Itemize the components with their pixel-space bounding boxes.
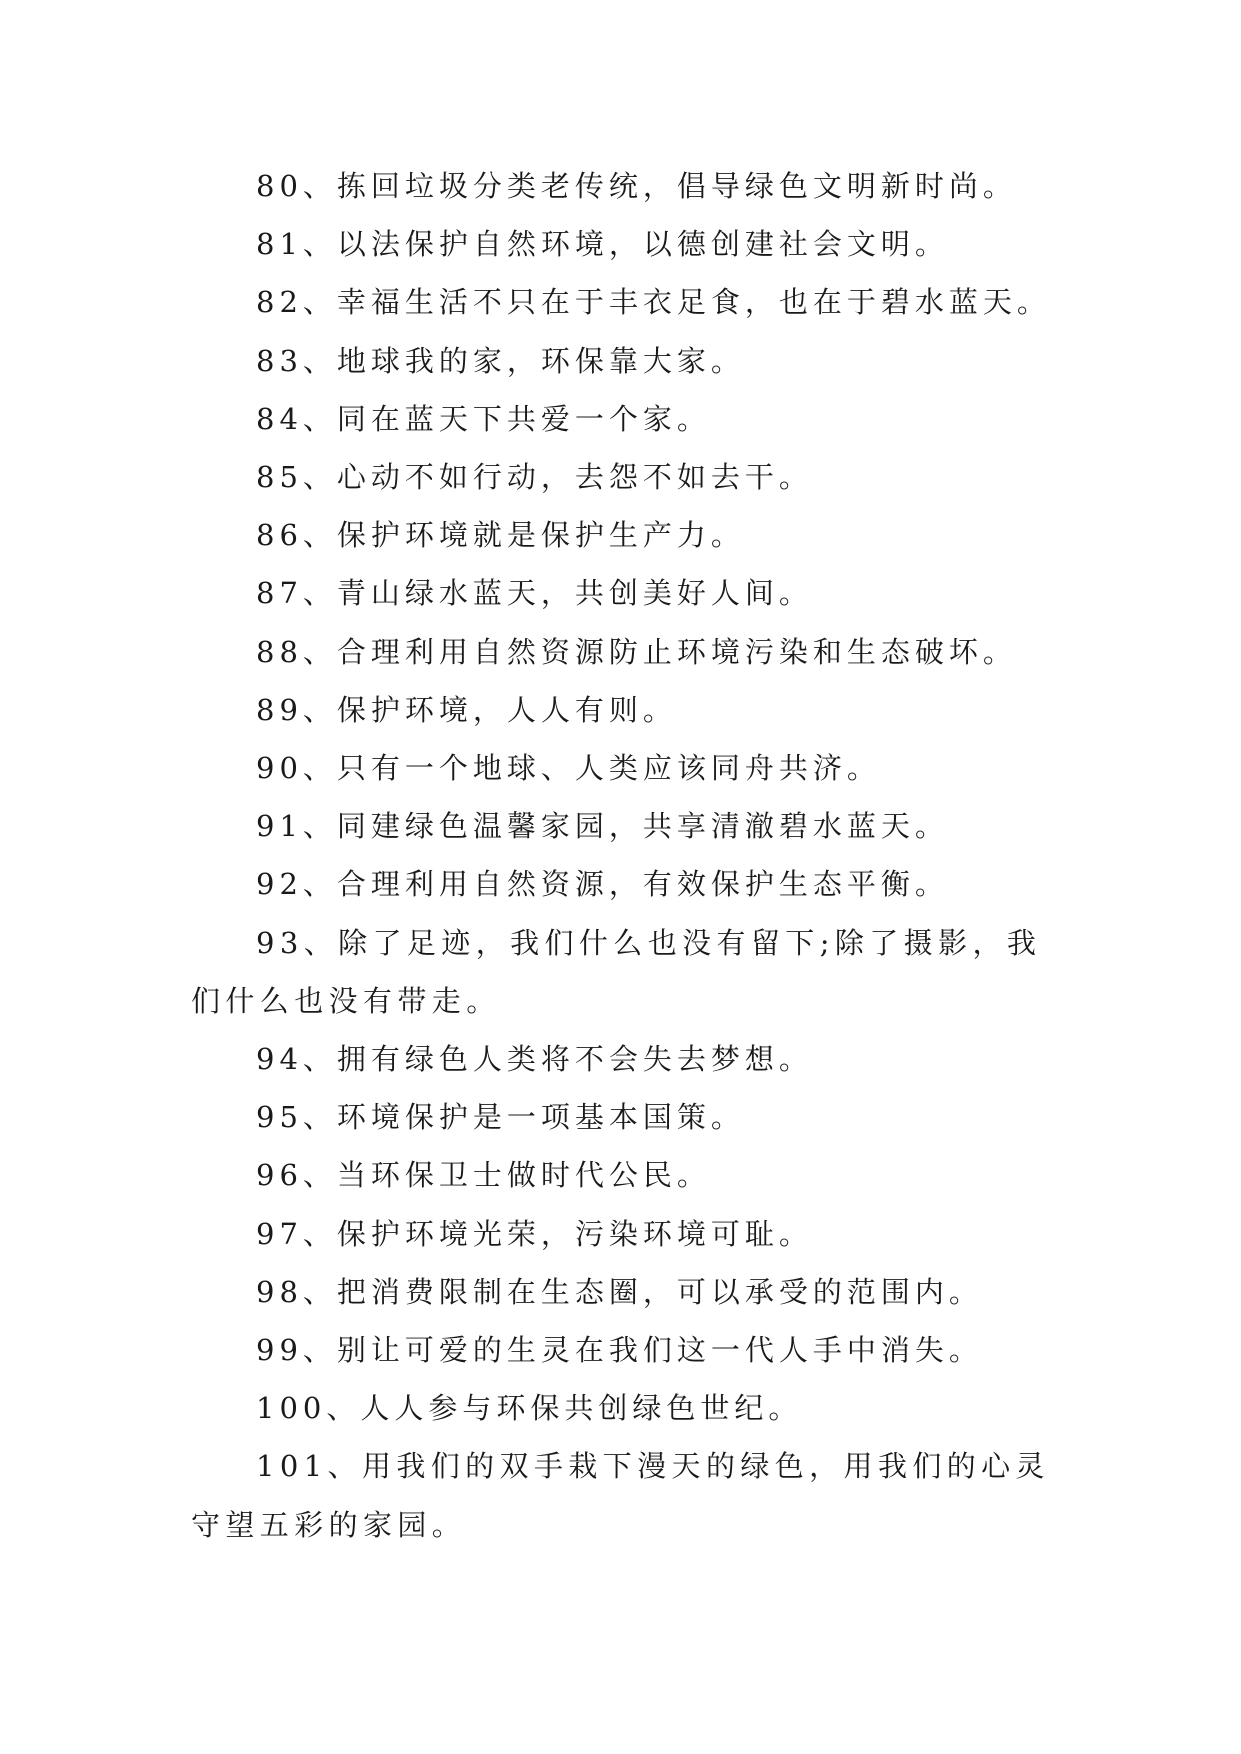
paragraph-85: 85、心动不如行动，去怨不如去干。: [256, 460, 813, 495]
document-body: [191, 157, 1051, 1554]
paragraph-82: 82、幸福生活不只在于丰衣足食，也在于碧水蓝天。: [256, 285, 1051, 320]
paragraph-94: 94、拥有绿色人类将不会失去梦想。: [256, 1042, 813, 1077]
paragraph-97: 97、保护环境光荣，污染环境可耻。: [256, 1216, 813, 1251]
paragraph-88: 88、合理利用自然资源防止环境污染和生态破坏。: [256, 634, 1017, 669]
paragraph-84: 84、同在蓝天下共爱一个家。: [256, 401, 711, 436]
paragraph-90: 90、只有一个地球、人类应该同舟共济。: [256, 751, 881, 786]
paragraph-100: 100、人人参与环保共创绿色世纪。: [256, 1391, 803, 1426]
paragraph-93: 93、除了足迹，我们什么也没有留下;除了摄影，我们什么也没有带走。: [191, 925, 1042, 1018]
paragraph-83: 83、地球我的家，环保靠大家。: [256, 343, 745, 378]
paragraph-99: 99、别让可爱的生灵在我们这一代人手中消失。: [256, 1333, 983, 1368]
paragraph-86: 86、保护环境就是保护生产力。: [256, 518, 745, 553]
paragraph-101: 101、用我们的双手栽下漫天的绿色，用我们的心灵守望五彩的家园。: [191, 1449, 1050, 1542]
paragraph-91: 91、同建绿色温馨家园，共享清澈碧水蓝天。: [256, 809, 949, 844]
paragraph-81: 81、以法保护自然环境，以德创建社会文明。: [256, 227, 949, 262]
paragraph-92: 92、合理利用自然资源，有效保护生态平衡。: [256, 867, 949, 902]
paragraph-96: 96、当环保卫士做时代公民。: [256, 1158, 711, 1193]
paragraph-98: 98、把消费限制在生态圈，可以承受的范围内。: [256, 1274, 983, 1309]
paragraph-80: 80、拣回垃圾分类老传统，倡导绿色文明新时尚。: [256, 169, 1017, 203]
paragraph-95: 95、环境保护是一项基本国策。: [256, 1100, 745, 1135]
paragraph-89: 89、保护环境，人人有则。: [256, 692, 677, 727]
paragraph-87: 87、青山绿水蓝天，共创美好人间。: [256, 576, 813, 611]
